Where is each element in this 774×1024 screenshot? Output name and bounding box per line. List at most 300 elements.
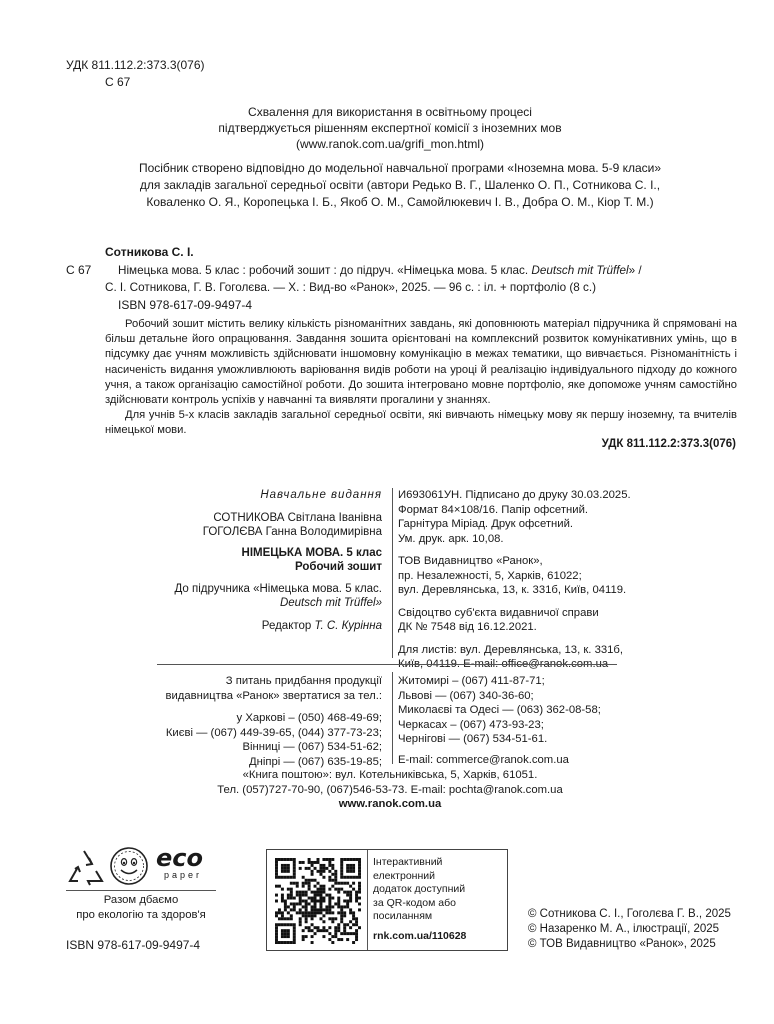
qr-module (346, 938, 349, 941)
qr-module (281, 917, 284, 920)
qr-module (322, 891, 325, 894)
qr-module (325, 929, 328, 932)
biblio-line1 (118, 263, 642, 279)
edition-textbook-de: Deutsch mit Trüffel» (279, 597, 382, 609)
copyright-line: © Сотникова С. І., Гоголєва Г. В., 2025 (528, 908, 731, 920)
qr-module (331, 858, 334, 861)
qr-module (331, 897, 334, 900)
qr-module (322, 897, 325, 900)
qr-module (346, 858, 349, 861)
qr-module (319, 864, 322, 867)
qr-module (331, 935, 334, 938)
qr-module (284, 902, 287, 905)
qr-module (317, 911, 320, 914)
qr-text-line: посиланням (373, 910, 433, 922)
qr-module (275, 938, 278, 941)
qr-module (328, 861, 331, 864)
qr-module (334, 932, 337, 935)
qr-module (284, 858, 287, 861)
qr-module (287, 876, 290, 879)
qr-module (328, 900, 331, 903)
qr-module (328, 876, 331, 879)
qr-module (293, 935, 296, 938)
print-block (398, 488, 631, 672)
site-link[interactable]: www.ranok.com.ua (338, 798, 442, 810)
print-line: Ум. друк. арк. 10,08. (398, 532, 504, 545)
qr-module (317, 888, 320, 891)
qr-module (275, 870, 278, 873)
qr-module (343, 923, 346, 926)
qr-module (337, 902, 340, 905)
qr-module (358, 861, 361, 864)
qr-module (340, 867, 343, 870)
qr-module (349, 926, 352, 929)
qr-module (352, 876, 355, 879)
qr-module (305, 867, 308, 870)
qr-module (314, 861, 317, 864)
qr-module (322, 900, 325, 903)
qr-module (314, 885, 317, 888)
qr-module (331, 864, 334, 867)
qr-module (311, 900, 314, 903)
qr-module (281, 876, 284, 879)
qr-module (287, 941, 290, 944)
qr-module (352, 911, 355, 914)
qr-module (278, 885, 281, 888)
qr-module (325, 894, 328, 897)
qr-module (340, 920, 343, 923)
biblio-title-de: Deutsch mit Trüffel (531, 264, 629, 277)
qr-module (352, 941, 355, 944)
column-divider (392, 488, 393, 658)
print-line: пр. Незалежності, 5, Харків, 61022; (398, 569, 582, 582)
qr-module (319, 888, 322, 891)
eco-caption (56, 893, 226, 922)
qr-module (278, 908, 281, 911)
qr-module (346, 923, 349, 926)
qr-module (308, 926, 311, 929)
approval-line: Схвалення для використання в освітньому процесі (248, 105, 532, 119)
qr-module (352, 888, 355, 891)
print-line: Київ, 04119. E-mail: office@ranok.com.ua (398, 658, 609, 670)
edition-author: СОТНИКОВА Світлана Іванівна (213, 511, 382, 524)
qr-module (317, 882, 320, 885)
qr-module (281, 894, 284, 897)
contact-email[interactable]: E-mail: commerce@ranok.com.ua (398, 753, 569, 766)
qr-module (322, 908, 325, 911)
qr-module (358, 926, 361, 929)
qr-module (349, 920, 352, 923)
qr-module (314, 867, 317, 870)
editor-label: Редактор (261, 619, 312, 632)
qr-module (284, 932, 287, 935)
qr-module (343, 882, 346, 885)
qr-module (281, 941, 284, 944)
qr-module (281, 932, 284, 935)
qr-module (349, 908, 352, 911)
qr-module (293, 882, 296, 885)
qr-module (314, 926, 317, 929)
qr-module (296, 885, 299, 888)
eco-caption-line: про екологію та здоров'я (76, 908, 206, 921)
qr-module (278, 941, 281, 944)
qr-module (322, 885, 325, 888)
qr-module (328, 858, 331, 861)
qr-module (275, 941, 278, 944)
edition-editor (122, 619, 382, 634)
qr-module (334, 888, 337, 891)
qr-module (328, 938, 331, 941)
editor-name: Т. С. Курінна (314, 619, 382, 632)
qr-module (287, 888, 290, 891)
qr-module (293, 941, 296, 944)
biblio-abstract (105, 317, 737, 439)
qr-module (334, 926, 337, 929)
qr-module (334, 870, 337, 873)
qr-module (322, 929, 325, 932)
biblio-line2: С. І. Сотникова, Г. В. Гоголєва. — Х. : Вид-во «Ранок», 2025. — 96 с. : іл. + портфоліо (8 с.) (105, 281, 596, 294)
qr-module (308, 897, 311, 900)
qr-module (328, 926, 331, 929)
qr-module (305, 905, 308, 908)
qr-module (358, 885, 361, 888)
qr-module (281, 900, 284, 903)
qr-module (352, 923, 355, 926)
qr-module (281, 870, 284, 873)
qr-module (340, 873, 343, 876)
udk-top: УДК 811.112.2:373.3(076) (66, 58, 205, 72)
qr-module (305, 908, 308, 911)
qr-module (322, 888, 325, 891)
qr-module (275, 923, 278, 926)
qr-module (319, 894, 322, 897)
qr-module (302, 938, 305, 941)
qr-module (340, 858, 343, 861)
qr-module (334, 882, 337, 885)
qr-module (340, 914, 343, 917)
qr-module (331, 920, 334, 923)
qr-module (293, 870, 296, 873)
qr-module (290, 891, 293, 894)
program-line: Коваленко О. Я., Коропецька І. Б., Якоб О. М., Самойлюкевич І. В., Добра О. М., Кіор Т. М.) (146, 195, 654, 209)
qr-module (322, 867, 325, 870)
qr-module (287, 897, 290, 900)
qr-module (290, 888, 293, 891)
qr-module (314, 911, 317, 914)
qr-module (293, 861, 296, 864)
approval-line: (www.ranok.com.ua/grifi_mon.html) (295, 137, 485, 151)
qr-module (334, 876, 337, 879)
qr-module (299, 861, 302, 864)
qr-module (343, 929, 346, 932)
qr-module (281, 929, 284, 932)
eco-logo-subtext: paper (164, 870, 203, 880)
qr-module (328, 897, 331, 900)
qr-module (281, 914, 284, 917)
qr-module (311, 941, 314, 944)
biblio-title: Німецька мова. 5 клас : робочий зошит : до підруч. «Німецька мова. 5 клас. (118, 264, 529, 277)
qr-module (314, 897, 317, 900)
contact-phone: Черкасах – (067) 473-93-23; (398, 718, 544, 731)
contact-phone: Львові — (067) 340-36-60; (398, 689, 534, 702)
copyright-line: © Назаренко М. А., ілюстрації, 2025 (528, 923, 720, 935)
qr-module (290, 897, 293, 900)
qr-module (302, 929, 305, 932)
qr-module (302, 914, 305, 917)
biblio-index: С 67 (66, 263, 92, 277)
qr-module (302, 885, 305, 888)
qr-module (349, 867, 352, 870)
qr-module (275, 867, 278, 870)
qr-module (340, 876, 343, 879)
qr-module (349, 864, 352, 867)
qr-module (349, 897, 352, 900)
program-line: для закладів загальної середньої освіти (автори Редько В. Г., Шаленко О. П., Сотникова С. І., (139, 178, 661, 192)
qr-module (278, 876, 281, 879)
qr-module (284, 935, 287, 938)
qr-module (284, 929, 287, 932)
qr-module (325, 867, 328, 870)
qr-module (275, 873, 278, 876)
qr-module (355, 938, 358, 941)
qr-module (314, 914, 317, 917)
qr-module (311, 917, 314, 920)
qr-module (343, 905, 346, 908)
qr-module (308, 911, 311, 914)
qr-module (340, 882, 343, 885)
qr-module (278, 917, 281, 920)
qr-module (331, 911, 334, 914)
edition-author: ГОГОЛЄВА Ганна Володимирівна (202, 526, 382, 538)
qr-module (278, 858, 281, 861)
qr-module (308, 858, 311, 861)
qr-module (337, 926, 340, 929)
qr-module (328, 894, 331, 897)
qr-module (305, 926, 308, 929)
qr-module (337, 882, 340, 885)
qr-module (331, 879, 334, 882)
qr-module (334, 879, 337, 882)
edition-textbook: До підручника «Німецька мова. 5 клас. (174, 582, 382, 595)
qr-module (346, 891, 349, 894)
qr-module (319, 911, 322, 914)
qr-module (308, 882, 311, 885)
qr-module (337, 897, 340, 900)
qr-module (337, 929, 340, 932)
print-line: Формат 84×108/16. Папір офсетний. (398, 503, 589, 516)
qr-module (319, 873, 322, 876)
qr-module (290, 917, 293, 920)
contact-phone: Києві — (067) 449-39-65, (044) 377-73-23; (165, 726, 382, 739)
qr-module (281, 867, 284, 870)
contacts-intro: З питань придбання продукції (225, 675, 382, 687)
qr-module (275, 858, 278, 861)
qr-module (340, 938, 343, 941)
qr-module (293, 929, 296, 932)
qr-module (287, 917, 290, 920)
qr-module (319, 929, 322, 932)
qr-module (340, 917, 343, 920)
qr-module (311, 873, 314, 876)
qr-module (337, 888, 340, 891)
qr-module (355, 920, 358, 923)
eco-rule (66, 890, 216, 891)
qr-module (343, 926, 346, 929)
qr-module (319, 905, 322, 908)
qr-module (358, 882, 361, 885)
contact-phone: Дніпрі — (067) 635-19-85; (248, 755, 382, 768)
biblio-udk: УДК 811.112.2:373.3(076) (601, 438, 736, 450)
contacts-right (398, 674, 601, 767)
qr-module (275, 914, 278, 917)
qr-module (349, 900, 352, 903)
qr-module (343, 876, 346, 879)
qr-module (287, 929, 290, 932)
qr-module (287, 858, 290, 861)
qr-module (340, 905, 343, 908)
qr-module (284, 917, 287, 920)
qr-module (281, 935, 284, 938)
qr-module (281, 911, 284, 914)
qr-module (322, 920, 325, 923)
qr-module (305, 894, 308, 897)
qr-module (343, 891, 346, 894)
qr-module (322, 858, 325, 861)
qr-module (355, 929, 358, 932)
qr-module (302, 876, 305, 879)
contacts-intro: видавництва «Ранок» звертатися за тел.: (165, 689, 382, 702)
qr-module (334, 917, 337, 920)
qr-module (308, 867, 311, 870)
qr-module (311, 891, 314, 894)
print-line: ДК № 7548 від 16.12.2021. (398, 621, 537, 633)
qr-module (308, 914, 311, 917)
qr-module (293, 908, 296, 911)
qr-module (299, 894, 302, 897)
qr-module (284, 905, 287, 908)
biblio-title-end: » / (628, 264, 642, 277)
qr-module (302, 935, 305, 938)
qr-module (349, 932, 352, 935)
qr-module (311, 905, 314, 908)
qr-module (322, 876, 325, 879)
qr-module (302, 911, 305, 914)
qr-module (317, 858, 320, 861)
qr-module (305, 935, 308, 938)
qr-module (293, 938, 296, 941)
qr-module (355, 891, 358, 894)
qr-module (311, 914, 314, 917)
qr-module (328, 908, 331, 911)
qr-module (343, 858, 346, 861)
contacts-left (102, 674, 382, 769)
qr-module (355, 900, 358, 903)
qr-module (290, 941, 293, 944)
qr-module (314, 902, 317, 905)
qr-module (346, 882, 349, 885)
qr-module (314, 905, 317, 908)
qr-module (319, 917, 322, 920)
qr-module (355, 917, 358, 920)
qr-module (275, 894, 278, 897)
qr-module (290, 876, 293, 879)
qr-module (340, 908, 343, 911)
contact-phone: у Харкові – (050) 468-49-69; (236, 712, 382, 724)
qr-module (317, 894, 320, 897)
approval-block (90, 104, 690, 152)
qr-module (287, 894, 290, 897)
biblio-isbn: ISBN 978-617-09-9497-4 (118, 298, 253, 312)
qr-module (284, 867, 287, 870)
qr-module (275, 864, 278, 867)
qr-module (319, 908, 322, 911)
qr-module (290, 902, 293, 905)
qr-module (302, 882, 305, 885)
qr-module (349, 870, 352, 873)
qr-module (311, 861, 314, 864)
qr-module (319, 891, 322, 894)
program-block (60, 160, 740, 211)
qr-module (302, 905, 305, 908)
qr-code-icon[interactable] (275, 858, 361, 944)
print-line: Для листів: вул. Деревлянська, 13, к. 331б, (398, 643, 624, 656)
qr-module (281, 897, 284, 900)
qr-module (296, 882, 299, 885)
qr-module (311, 864, 314, 867)
qr-module (305, 882, 308, 885)
qr-module (299, 867, 302, 870)
qr-module (322, 926, 325, 929)
qr-link[interactable]: rnk.com.ua/110628 (373, 929, 467, 942)
qr-module (352, 867, 355, 870)
qr-module (355, 932, 358, 935)
qr-module (311, 935, 314, 938)
qr-module (328, 932, 331, 935)
qr-module (346, 932, 349, 935)
qr-module (337, 891, 340, 894)
qr-module (331, 941, 334, 944)
qr-module (311, 870, 314, 873)
qr-module (314, 879, 317, 882)
qr-text-line: за QR-кодом або (373, 896, 456, 909)
qr-module (337, 900, 340, 903)
qr-module (305, 879, 308, 882)
qr-module (358, 858, 361, 861)
qr-module (305, 914, 308, 917)
qr-module (296, 894, 299, 897)
qr-module (349, 891, 352, 894)
edition-subtitle: Робочий зошит (294, 561, 382, 573)
qr-module (290, 894, 293, 897)
qr-module (352, 882, 355, 885)
qr-module (358, 891, 361, 894)
qr-module (305, 911, 308, 914)
qr-module (299, 902, 302, 905)
qr-module (284, 923, 287, 926)
qr-module (319, 900, 322, 903)
qr-module (346, 870, 349, 873)
qr-module (317, 908, 320, 911)
qr-module (328, 879, 331, 882)
qr-module (355, 923, 358, 926)
qr-module (305, 917, 308, 920)
qr-module (322, 935, 325, 938)
print-line: вул. Деревлянська, 13, к. 331б, Київ, 04119. (398, 584, 627, 596)
index-top: С 67 (105, 75, 131, 89)
qr-module (305, 900, 308, 903)
qr-module (358, 888, 361, 891)
qr-module (293, 873, 296, 876)
